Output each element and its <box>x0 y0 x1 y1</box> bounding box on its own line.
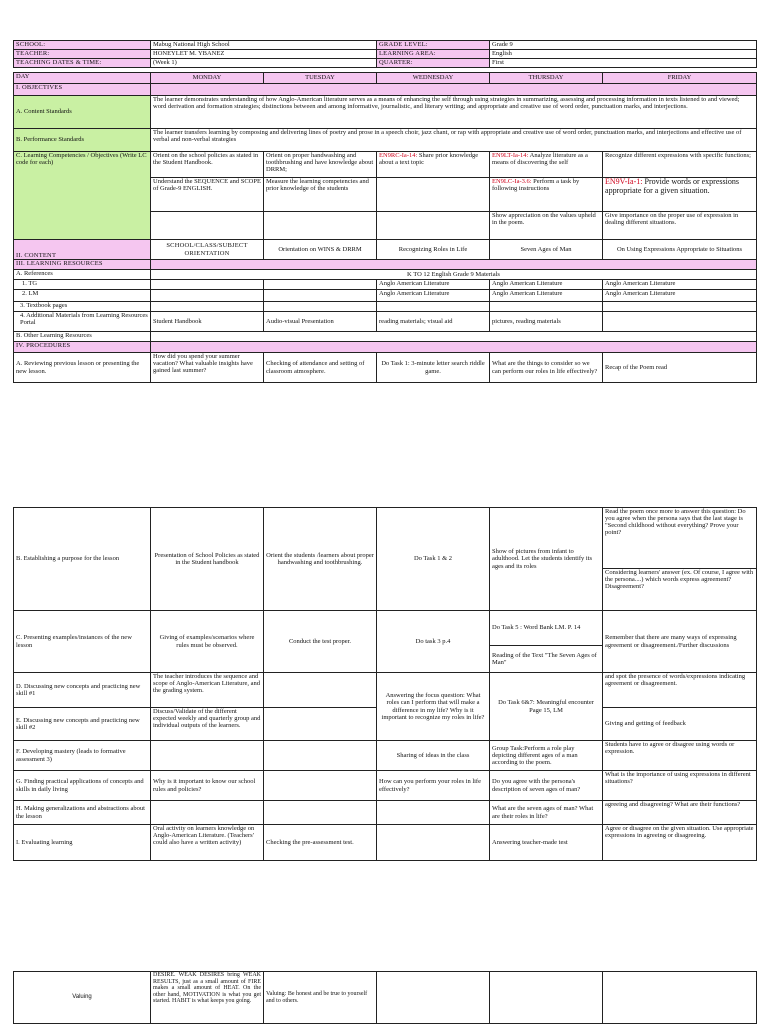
competency-text: Perform a task by following instructions <box>492 178 580 193</box>
procedure-d-wed: Answering the focus question: What roles can I perform that will make a difference in my life? Why is it important to recognize my roles in life? <box>377 673 490 741</box>
quarter-label: QUARTER: <box>377 59 490 68</box>
competency-text: Share prior knowledge about a text topic <box>379 152 479 167</box>
procedure-f-tue <box>264 741 377 771</box>
procedure-a-fri: Recap of the Poem read <box>603 353 757 383</box>
additional-thu: pictures, reading materials <box>490 312 603 332</box>
procedure-e-mon: Discuss/Validate of the different expected weekly and quarterly group and individual outputs of the learners. <box>151 708 264 741</box>
valuing-wed <box>377 972 490 1024</box>
day-tuesday: TUESDAY <box>264 73 377 84</box>
lm-wed: Anglo American Literature <box>377 290 490 302</box>
procedure-f-mon <box>151 741 264 771</box>
procedure-c-thu-1: Do Task 5 : Word Bank LM. P. 14 <box>490 611 603 646</box>
competency-wed-1 <box>377 152 490 178</box>
procedure-c-fri: Remember that there are many ways of expressing agreement or disagreement./Further discussions <box>603 611 757 673</box>
procedure-b-label: B. Establishing a purpose for the lesson <box>14 508 151 611</box>
quarter-value: First <box>490 59 757 68</box>
procedure-a-thu: What are the things to consider so we can perform our roles in life effectively? <box>490 353 603 383</box>
grade-level-value: Grade 9 <box>490 41 757 50</box>
valuing-thu <box>490 972 603 1024</box>
day-friday: FRIDAY <box>603 73 757 84</box>
textbook-fri <box>603 302 757 312</box>
procedure-d-thu: Do Task 6&7: Meaningful encounter Page 15, LM <box>490 673 603 741</box>
competency-mon-2: Understand the SEQUENCE and SCOPE of Grade-9 ENGLISH. <box>151 178 264 212</box>
competency-tue-1: Orient on proper handwashing and toothbrushing and have knowledge about DRRM; <box>264 152 377 178</box>
procedure-a-mon: How did you spend your summer vacation? What valuable insights have gained last summer? <box>151 353 264 383</box>
procedure-h-label: H. Making generalizations and abstractions about the lesson <box>14 801 151 825</box>
content-friday: On Using Expressions Appropriate to Situations <box>603 240 757 260</box>
additional-wed: reading materials; visual aid <box>377 312 490 332</box>
procedure-g-fri: What is the importance of using expressions in different situations? <box>603 771 757 801</box>
performance-standards-label: B. Performance Standards <box>14 129 151 152</box>
procedure-f-wed: Sharing of ideas in the class <box>377 741 490 771</box>
competency-tue-2: Measure the learning competencies and prior knowledge of the students <box>264 178 377 212</box>
competency-text: Analyze literature as a means of discovering the self <box>492 152 588 167</box>
textbook-thu <box>490 302 603 312</box>
learning-competencies-label: C. Learning Competencies / Objectives (Write LC code for each) <box>14 152 151 240</box>
tg-tue <box>264 280 377 290</box>
textbook-mon <box>151 302 264 312</box>
learning-resources-heading: III. LEARNING RESOURCES <box>14 260 151 270</box>
procedure-a-wed: Do Task 1: 3-minute letter search riddle game. <box>377 353 490 383</box>
competency-thu-2 <box>490 178 603 212</box>
procedure-a-label: A. Reviewing previous lesson or presenting the new lesson. <box>14 353 151 383</box>
competency-fri-3: Give importance on the proper use of expression in dealing different situations. <box>603 212 757 240</box>
procedure-f-label: F. Developing mastery (leads to formative assessment 3) <box>14 741 151 771</box>
competency-code: EN9LC-Ia-3.6: <box>492 178 532 185</box>
valuing-mon: DESIRE. WEAK DESIRES bring WEAK RESULTS, just as a small amount of FIRE makes a small amount of HEAT. On the other hand, MOTIVATION is what you get started. HABIT is what keeps you going. <box>151 972 264 1024</box>
valuing-tue: Valuing: Be honest and be true to yourself and to others. <box>264 972 377 1024</box>
procedure-i-tue: Checking the pre-assessment test. <box>264 825 377 861</box>
performance-standards-text: The learner transfers learning by composing and delivering lines of poetry and prose in a speech choir, jazz chant, or rap with appropriate and creative use of word order, punctuation marks, and interjections and effective use of verbal and non-verbal strategies <box>151 129 757 152</box>
procedure-h-mon <box>151 801 264 825</box>
learning-area-label: LEARNING AREA: <box>377 50 490 59</box>
tg-fri: Anglo American Literature <box>603 280 757 290</box>
procedure-d-mon: The teacher introduces the sequence and scope of Anglo-American Literature, and the grading system. <box>151 673 264 708</box>
day-label: DAY <box>14 73 151 84</box>
procedure-g-tue <box>264 771 377 801</box>
textbook-wed <box>377 302 490 312</box>
lesson-plan-table-page-2 <box>13 507 757 861</box>
teacher-label: TEACHER: <box>14 50 151 59</box>
teaching-dates-label: TEACHING DATES & TIME: <box>14 59 151 68</box>
lm-thu: Anglo American Literature <box>490 290 603 302</box>
valuing-fri <box>603 972 757 1024</box>
procedure-b-thu: Show of pictures from infant to adulthood. Let the students identify its ages and its roles <box>490 508 603 611</box>
procedure-g-wed: How can you perform your roles in life effectively? <box>377 771 490 801</box>
competency-thu-3: Show appreciation on the values upheld in the poem. <box>490 212 603 240</box>
competency-wed-3 <box>377 212 490 240</box>
procedure-a-tue: Checking of attendance and setting of classroom atmosphere. <box>264 353 377 383</box>
procedure-d-tue <box>264 673 377 708</box>
procedure-b-wed: Do Task 1 & 2 <box>377 508 490 611</box>
additional-tue: Audio-visual Presentation <box>264 312 377 332</box>
procedures-heading-fill <box>151 342 757 353</box>
competency-code: EN9LT-Ia-14: <box>492 152 529 159</box>
procedure-f-thu: Group Task:Perform a role play depicting different ages of a man according to the poem. <box>490 741 603 771</box>
content-tuesday: Orientation on WINS & DRRM <box>264 240 377 260</box>
references-value: K TO 12 English Grade 9 Materials <box>151 270 757 280</box>
teacher-value: HONEYLET M. YBANEZ <box>151 50 377 59</box>
procedure-h-thu: What are the seven ages of man? What are their roles in life? <box>490 801 603 825</box>
content-monday: SCHOOL/CLASS/SUBJECT ORIENTATION <box>151 240 264 260</box>
learning-resources-fill <box>151 260 757 270</box>
day-thursday: THURSDAY <box>490 73 603 84</box>
additional-materials-label: 4. Additional Materials from Learning Resources Portal <box>14 312 151 332</box>
procedure-h-fri: agreeing and disagreeing? What are their functions? <box>603 801 757 825</box>
objectives-heading-fill <box>151 84 757 96</box>
competency-code: EN9RC-Ia-14: <box>379 152 418 159</box>
school-label: SCHOOL: <box>14 41 151 50</box>
procedure-d-fri: and spot the presence of words/expressions indicating agreement or disagreement. <box>603 673 757 708</box>
procedure-d-label: D. Discussing new concepts and practicing new skill #1 <box>14 673 151 708</box>
competency-code: EN9V-Ia-1: <box>605 177 643 186</box>
tg-wed: Anglo American Literature <box>377 280 490 290</box>
procedure-i-thu: Answering teacher-made test <box>490 825 603 861</box>
other-resources-label: B. Other Learning Resources <box>14 332 151 342</box>
lesson-plan-table-page-1 <box>13 40 757 383</box>
competency-wed-2 <box>377 178 490 212</box>
valuing-table <box>13 971 757 1024</box>
grade-level-label: GRADE LEVEL: <box>377 41 490 50</box>
procedure-i-fri: Agree or disagree on the given situation. Use appropriate expressions in agreeing or disagreeing. <box>603 825 757 861</box>
day-monday: MONDAY <box>151 73 264 84</box>
procedure-h-wed <box>377 801 490 825</box>
procedure-b-fri-1: Read the poem once more to answer this question: Do you agree when the persona says that the last stage is "Second childhood without everything? Prove your point? <box>603 508 757 569</box>
procedure-g-thu: Do you agree with the persona's description of seven ages of man? <box>490 771 603 801</box>
lm-label: 2. LM <box>14 290 151 302</box>
tg-mon <box>151 280 264 290</box>
competency-mon-3 <box>151 212 264 240</box>
procedure-b-fri-2: Considering learners' answer (ex. Of course, I agree with the persona....) which words express agreement? Disagreement? <box>603 569 757 611</box>
additional-fri <box>603 312 757 332</box>
procedure-b-tue: Orient the students /learners about proper handwashing and toothbrushing. <box>264 508 377 611</box>
teaching-dates-value: (Week 1) <box>151 59 377 68</box>
procedure-b-mon: Presentation of School Policies as stated in the Student handbook <box>151 508 264 611</box>
lm-fri: Anglo American Literature <box>603 290 757 302</box>
procedure-c-tue: Conduct the test proper. <box>264 611 377 673</box>
lm-mon <box>151 290 264 302</box>
day-wednesday: WEDNESDAY <box>377 73 490 84</box>
procedure-c-mon: Giving of examples/scenarios where rules must be observed. <box>151 611 264 673</box>
procedure-e-tue <box>264 708 377 741</box>
references-label: A. References <box>14 270 151 280</box>
procedure-f-fri: Students have to agree or disagree using words or expression. <box>603 741 757 771</box>
learning-area-value: English <box>490 50 757 59</box>
other-resources-fill <box>151 332 757 342</box>
procedure-c-wed: Do task 3 p.4 <box>377 611 490 673</box>
procedure-c-label: C. Presenting examples/instances of the new lesson <box>14 611 151 673</box>
content-thursday: Seven Ages of Man <box>490 240 603 260</box>
additional-mon: Student Handbook <box>151 312 264 332</box>
content-wednesday: Recognizing Roles in Life <box>377 240 490 260</box>
lm-tue <box>264 290 377 302</box>
competency-fri-1: Recognize different expressions with specific functions; <box>603 152 757 178</box>
school-value: Mabug National High School <box>151 41 377 50</box>
competency-thu-1 <box>490 152 603 178</box>
procedure-h-tue <box>264 801 377 825</box>
procedure-e-fri: Giving and getting of feedback <box>603 708 757 741</box>
procedure-i-label: I. Evaluating learning <box>14 825 151 861</box>
tg-label: 1. TG <box>14 280 151 290</box>
competency-tue-3 <box>264 212 377 240</box>
procedure-c-thu-2: Reading of the Text "The Seven Ages of Man" <box>490 646 603 673</box>
competency-text: Provide words or expressions appropriate for a given situation. <box>605 177 739 195</box>
textbook-pages-label: 3. Textbook pages <box>14 302 151 312</box>
procedure-e-label: E. Discussing new concepts and practicing new skill #2 <box>14 708 151 741</box>
procedure-i-wed <box>377 825 490 861</box>
competency-fri-2 <box>603 178 757 212</box>
procedure-g-label: G. Finding practical applications of concepts and skills in daily living <box>14 771 151 801</box>
tg-thu: Anglo American Literature <box>490 280 603 290</box>
valuing-label: Valuing <box>14 972 151 1024</box>
procedure-g-mon: Why is it important to know our school rules and policies? <box>151 771 264 801</box>
content-standards-text: The learner demonstrates understanding of how Anglo-American literature serves as a means of enhancing the self through using strategies in summarizing, assessing and processing information in texts listened to and viewed; word derivation and formation strategies; distinctions between and among informative, journalistic, and literary writing; and appropriate and creative use of word order, punctuation marks, and interjections. <box>151 96 757 129</box>
procedure-i-mon: Oral activity on learners knowledge on Anglo-American Literature. (Teachers' could also have a written activity) <box>151 825 264 861</box>
textbook-tue <box>264 302 377 312</box>
content-heading: II. CONTENT <box>14 240 151 260</box>
competency-mon-1: Orient on the school policies as stated in the Student Handbook. <box>151 152 264 178</box>
content-standards-label: A. Content Standards <box>14 96 151 129</box>
objectives-heading: I. OBJECTIVES <box>14 84 151 96</box>
procedures-heading: IV. PROCEDURES <box>14 342 151 353</box>
